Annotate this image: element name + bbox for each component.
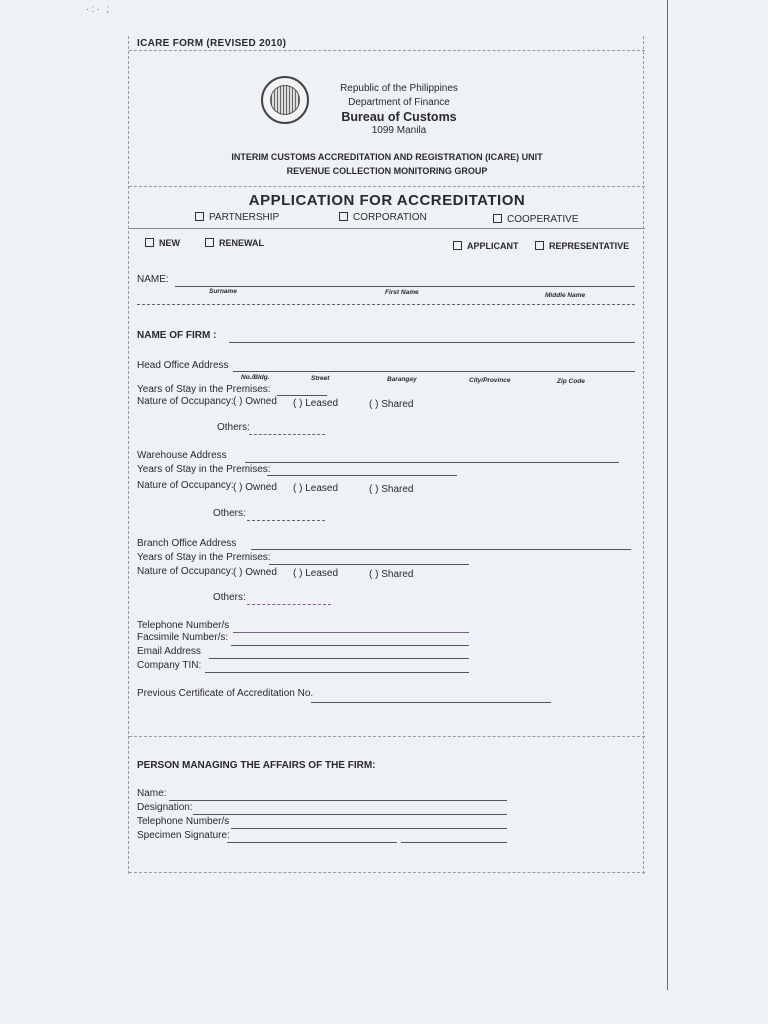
agency-line-republic: Republic of the Philippines (340, 83, 458, 94)
warehouse-shared-option[interactable]: ( ) Shared (369, 484, 414, 495)
checkbox-partnership[interactable] (195, 212, 279, 223)
manager-designation-field[interactable] (193, 814, 507, 815)
page-edge-line (667, 0, 668, 990)
branch-office-others-field[interactable] (247, 604, 331, 605)
manager-signature-field[interactable] (227, 842, 397, 843)
warehouse-address-label: Warehouse Address (137, 450, 227, 461)
application-form (128, 36, 644, 874)
facsimile-field[interactable] (231, 645, 469, 646)
warehouse-address-field[interactable] (245, 462, 619, 463)
name-sub-surname: Surname (209, 288, 237, 295)
head-office-owned-option[interactable]: ( ) Owned (233, 396, 277, 407)
head-office-years-field[interactable] (277, 395, 327, 396)
telephone-label: Telephone Number/s (137, 620, 230, 631)
checkbox-label: RENEWAL (219, 238, 264, 248)
empty-checkbox-icon (493, 214, 502, 223)
checkbox-label: APPLICANT (467, 241, 519, 251)
company-tin-label: Company TIN: (137, 660, 202, 671)
name-label: NAME: (137, 274, 169, 285)
name-sub-middle: Middle Name (545, 292, 586, 299)
seal-emblem (270, 85, 300, 115)
checkbox-label: REPRESENTATIVE (549, 241, 630, 251)
checkbox-applicant[interactable] (453, 241, 519, 251)
agency-line-department: Department of Finance (348, 97, 450, 108)
warehouse-years-field[interactable] (267, 475, 457, 476)
head-office-shared-option[interactable]: ( ) Shared (369, 399, 414, 410)
manager-telephone-label: Telephone Number/s (137, 816, 230, 827)
manager-signature-field-extra[interactable] (401, 842, 507, 843)
form-code: ICARE FORM (REVISED 2010) (137, 38, 287, 49)
warehouse-others-field[interactable] (247, 520, 325, 521)
address-sub-zip: Zip Code (557, 378, 585, 385)
email-label: Email Address (137, 646, 201, 657)
name-sub-first: First Name (385, 289, 419, 296)
head-office-address-field[interactable] (233, 371, 635, 372)
form-title: APPLICATION FOR ACCREDITATION (248, 192, 526, 209)
facsimile-label: Facsimile Number/s: (137, 632, 229, 643)
empty-checkbox-icon (453, 241, 462, 250)
checkbox-representative[interactable] (535, 241, 629, 251)
unit-block (129, 150, 645, 178)
entity-rule (129, 228, 645, 229)
head-office-years-label: Years of Stay in the Premises: (137, 384, 271, 395)
head-office-address-label: Head Office Address (137, 360, 229, 371)
manager-signature-label: Specimen Signature: (137, 830, 230, 841)
warehouse-occupancy-label: Nature of Occupancy: (137, 480, 234, 491)
empty-checkbox-icon (195, 212, 204, 221)
address-sub-bldg: No./Bldg. (241, 374, 270, 381)
head-office-leased-option[interactable]: ( ) Leased (293, 398, 339, 409)
branch-office-years-field[interactable] (269, 564, 469, 565)
checkbox-renewal[interactable] (205, 238, 264, 248)
branch-office-others-label: Others: (213, 592, 246, 603)
previous-certificate-field[interactable] (311, 702, 551, 703)
bureau-of-customs-seal-icon (261, 76, 309, 124)
agency-city: 1099 Manila (371, 125, 427, 136)
branch-office-owned-option[interactable]: ( ) Owned (233, 567, 277, 578)
branch-office-years-label: Years of Stay in the Premises: (137, 552, 271, 563)
checkbox-cooperative[interactable] (493, 214, 579, 225)
warehouse-leased-option[interactable]: ( ) Leased (293, 483, 339, 494)
branch-office-shared-option[interactable]: ( ) Shared (369, 569, 414, 580)
manager-designation-label: Designation: (137, 802, 193, 813)
branch-office-leased-option[interactable]: ( ) Leased (293, 568, 339, 579)
firm-name-field[interactable] (229, 342, 635, 343)
previous-certificate-label: Previous Certificate of Accreditation No. (137, 688, 314, 699)
title-top-rule (129, 186, 645, 187)
branch-office-address-field[interactable] (251, 549, 631, 550)
branch-office-occupancy-label: Nature of Occupancy: (137, 566, 234, 577)
unit-line-icare: INTERIM CUSTOMS ACCREDITATION AND REGISTRATION (ICARE) UNIT (231, 152, 543, 162)
company-tin-field[interactable] (205, 672, 469, 673)
checkbox-label: PARTNERSHIP (209, 212, 280, 223)
name-field[interactable] (175, 286, 635, 287)
header-rule (129, 50, 645, 51)
warehouse-others-label: Others: (213, 508, 246, 519)
checkbox-new[interactable] (145, 238, 180, 248)
head-office-others-label: Others: (217, 422, 250, 433)
empty-checkbox-icon (535, 241, 544, 250)
warehouse-owned-option[interactable]: ( ) Owned (233, 482, 277, 493)
form-bottom-rule (129, 872, 645, 873)
head-office-occupancy-label: Nature of Occupancy: (137, 396, 234, 407)
checkbox-corporation[interactable] (339, 212, 427, 223)
empty-checkbox-icon (205, 238, 214, 247)
manager-section-rule (129, 736, 645, 737)
manager-name-label: Name: (137, 788, 167, 799)
checkbox-label: NEW (159, 238, 180, 248)
manager-name-field[interactable] (169, 800, 507, 801)
unit-line-rcmg: REVENUE COLLECTION MONITORING GROUP (286, 166, 488, 176)
address-sub-city: City/Province (469, 377, 511, 384)
manager-heading: PERSON MANAGING THE AFFAIRS OF THE FIRM: (137, 760, 376, 771)
branch-office-address-label: Branch Office Address (137, 538, 237, 549)
firm-name-label: NAME OF FIRM : (137, 330, 217, 341)
manager-telephone-field[interactable] (231, 828, 507, 829)
checkbox-label: CORPORATION (353, 212, 427, 223)
email-field[interactable] (209, 658, 469, 659)
agency-bureau: Bureau of Customs (341, 110, 457, 124)
empty-checkbox-icon (339, 212, 348, 221)
head-office-others-field[interactable] (249, 434, 325, 435)
scan-specks: ·:· ; (86, 4, 111, 15)
telephone-field[interactable] (233, 632, 469, 633)
address-sub-street: Street (311, 375, 330, 382)
warehouse-years-label: Years of Stay in the Premises: (137, 464, 271, 475)
address-sub-barangay: Barangay (387, 376, 417, 383)
empty-checkbox-icon (145, 238, 154, 247)
name-continuation-line (137, 304, 635, 305)
checkbox-label: COOPERATIVE (507, 214, 579, 225)
agency-block (319, 82, 479, 138)
